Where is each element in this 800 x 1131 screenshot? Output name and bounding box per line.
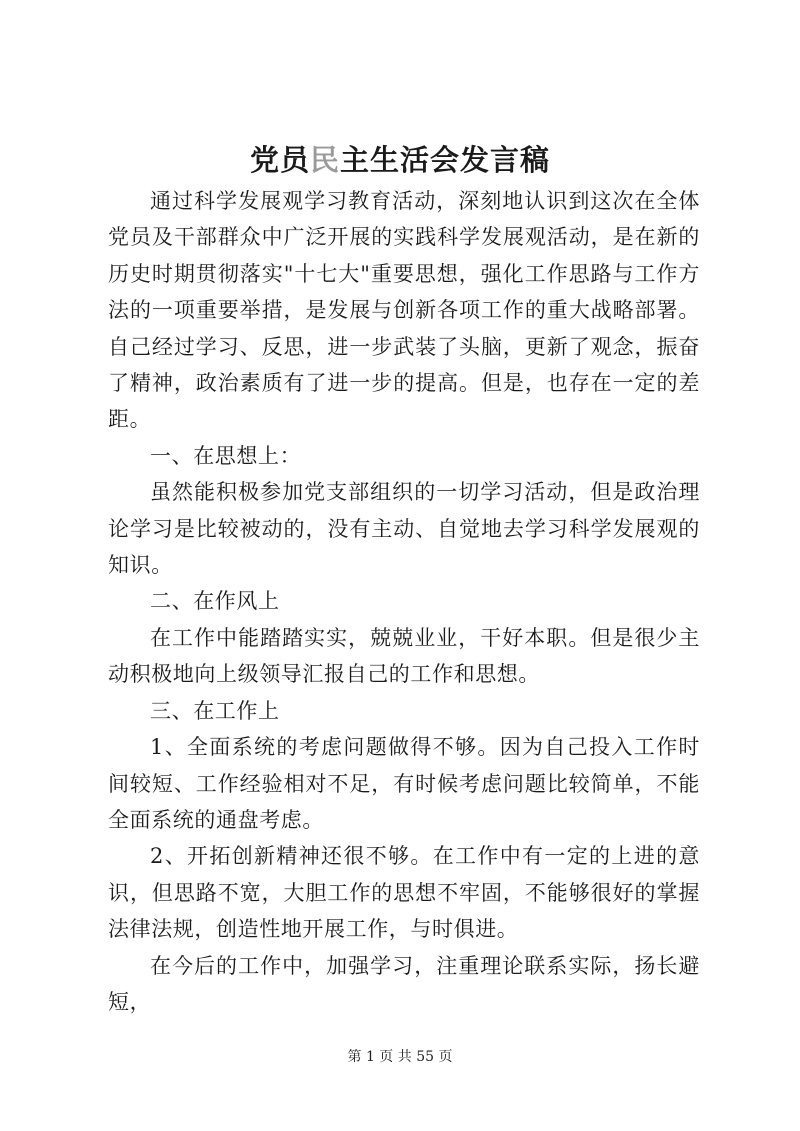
title-part-2: 主生活会发言稿 xyxy=(340,143,551,177)
document-body xyxy=(108,183,700,1020)
paragraph-intro: 通过科学发展观学习教育活动，深刻地认识到这次在全体党员及干部群众中广泛开展的实践科学发展观活动，是在新的历史时期贯彻落实"十七大"重要思想，强化工作思路与工作方法的一项重要举措，是发展与创新各项工作的重大战略部署。自己经过学习、反思，进一步武装了头脑，更新了观念，振奋了精神，政治素质有了进一步的提高。但是，也存在一定的差距。 xyxy=(108,189,700,432)
heading-work: 三、在工作上 xyxy=(150,698,280,723)
title-part-1: 党员 xyxy=(249,143,310,177)
paragraph-work-1: 1、全面系统的考虑问题做得不够。因为自己投入工作时间较短、工作经验相对不足，有时候考虑问题比较简单，不能全面系统的通盘考虑。 xyxy=(108,735,700,832)
paragraph-thought: 虽然能积极参加党支部组织的一切学习活动，但是政治理论学习是比较被动的，没有主动、自觉地去学习科学发展观的知识。 xyxy=(108,480,700,578)
paragraph-style: 在工作中能踏踏实实，兢兢业业，干好本职。但是很少主动积极地向上级领导汇报自己的工作和思想。 xyxy=(108,625,700,687)
paragraph-work-2: 2、开拓创新精神还很不够。在工作中有一定的上进的意识，但思路不宽，大胆工作的思想不牢固，不能够很好的掌握法律法规，创造性地开展工作，与时俱进。 xyxy=(108,844,700,942)
heading-thought: 一、在思想上： xyxy=(150,443,302,468)
title-faded-char: 民 xyxy=(309,143,340,177)
page-footer: 第 1 页 共 55 页 xyxy=(347,1049,453,1065)
document-title xyxy=(0,140,800,180)
paragraph-future: 在今后的工作中，加强学习，注重理论联系实际，扬长避短， xyxy=(108,953,700,1014)
heading-style: 二、在作风上 xyxy=(150,589,280,614)
